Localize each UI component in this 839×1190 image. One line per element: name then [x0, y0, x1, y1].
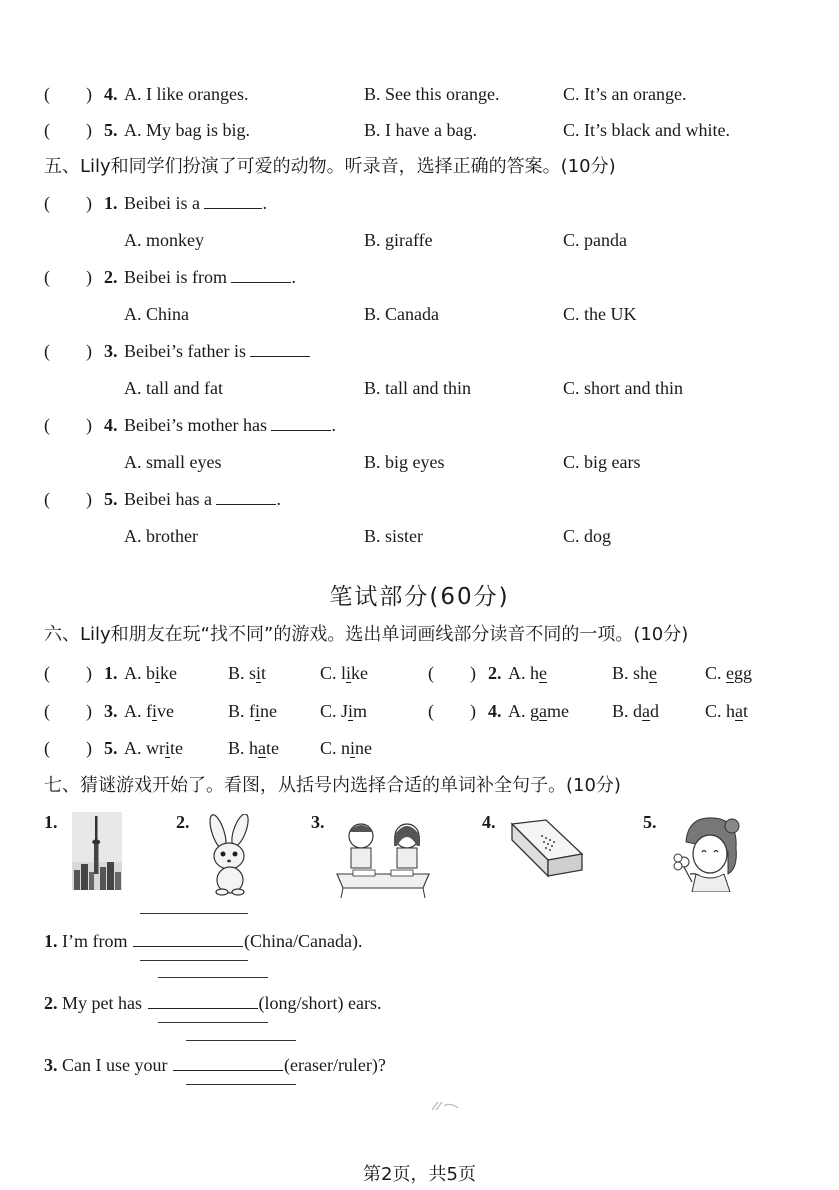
answer-blank[interactable]: [250, 338, 310, 357]
question-number: 4.: [488, 701, 502, 721]
option-c: C. big ears: [563, 452, 641, 472]
option-a: A. brother: [124, 526, 198, 546]
listen-prev-row: [0, 115, 839, 145]
writing-guide-line: [140, 960, 248, 961]
answer-paren[interactable]: ( ): [428, 701, 476, 721]
question-number: 4.: [104, 84, 118, 104]
eraser-image: [508, 818, 586, 888]
option-b: B. Canada: [364, 304, 439, 324]
sentence-text: Can I use your: [62, 1055, 168, 1075]
question-number: 2.: [104, 267, 118, 287]
answer-paren[interactable]: ( ): [44, 341, 92, 361]
writing-guide-line: [158, 977, 268, 978]
option-b: B. sister: [364, 526, 424, 546]
stem-text: Beibei has a: [124, 489, 212, 509]
option-c: C. dog: [563, 526, 612, 546]
option-b: B. dad: [612, 701, 660, 721]
option-a: A. he: [508, 663, 547, 683]
answer-paren[interactable]: ( ): [44, 738, 92, 758]
option-c: C. Jim: [320, 701, 368, 721]
children-at-desk-image: [333, 816, 433, 898]
question-stem: [124, 262, 296, 292]
stem-tail: .: [291, 267, 296, 287]
answer-blank[interactable]: [231, 264, 291, 283]
answer-blank[interactable]: [216, 486, 276, 505]
sentence-text: I’m from: [62, 931, 128, 951]
option-a: A. monkey: [124, 230, 204, 250]
option-a: A. five: [124, 701, 175, 721]
options-row: [0, 521, 839, 551]
option-c: C. the UK: [563, 304, 637, 324]
option-b: B. I have a bag.: [364, 120, 477, 140]
question-number: 1.: [104, 663, 118, 683]
answer-paren[interactable]: ( ): [44, 701, 92, 721]
option-b: B. giraffe: [364, 230, 433, 250]
stem-tail: .: [276, 489, 281, 509]
picture-number: 4.: [482, 812, 496, 832]
option-b: B. sit: [228, 663, 267, 683]
section7-heading: 七、猜谜游戏开始了。看图，从括号内选择合适的单词补全句子。(10分): [44, 775, 621, 796]
stem-tail: .: [331, 415, 336, 435]
question-row: [0, 410, 839, 440]
picture-number: 3.: [311, 812, 325, 832]
option-a: A. China: [124, 304, 189, 324]
option-a: A. I like oranges.: [124, 84, 249, 104]
answer-blank[interactable]: [204, 190, 262, 209]
writing-guide-line: [186, 1084, 296, 1085]
question-row: [0, 336, 839, 366]
answer-paren[interactable]: ( ): [44, 193, 92, 213]
stem-text: Beibei is from: [124, 267, 227, 287]
writing-guide-line: [140, 913, 248, 914]
option-c: C. like: [320, 663, 369, 683]
cn-tower-skyline-image: [72, 812, 122, 890]
question-row: [0, 188, 839, 218]
answer-paren[interactable]: ( ): [428, 663, 476, 683]
answer-paren[interactable]: ( ): [44, 663, 92, 683]
question-number: 4.: [104, 415, 118, 435]
option-b: B. big eyes: [364, 452, 445, 472]
question-number: 3.: [104, 341, 118, 361]
question-number: 5.: [104, 120, 118, 140]
question-stem: [124, 484, 281, 514]
option-a: A. small eyes: [124, 452, 222, 472]
answer-blank[interactable]: [148, 990, 258, 1009]
page-footer: 第2页，共5页: [363, 1164, 476, 1185]
picture-number: 5.: [643, 812, 657, 832]
question-row: [0, 262, 839, 292]
option-a: A. game: [508, 701, 569, 721]
answer-paren[interactable]: ( ): [44, 84, 92, 104]
question-number: 2.: [488, 663, 502, 683]
sentence-options: (eraser/ruler)?: [283, 1055, 386, 1075]
phonics-row: [0, 658, 839, 688]
answer-paren[interactable]: ( ): [44, 489, 92, 509]
question-number: 3.: [44, 1055, 58, 1075]
options-row: [0, 373, 839, 403]
decorative-mark-icon: [430, 1100, 460, 1112]
written-part-title: 笔试部分(60分): [329, 584, 510, 610]
fill-sentence-3: [44, 1052, 386, 1076]
option-b: B. tall and thin: [364, 378, 471, 398]
option-a: A. My bag is big.: [124, 120, 250, 140]
option-b: B. she: [612, 663, 658, 683]
stem-text: Beibei’s mother has: [124, 415, 267, 435]
listen-prev-row: [0, 79, 839, 109]
options-row: [0, 225, 839, 255]
section6-heading: 六、Lily和朋友在玩“找不同”的游戏。选出单词画线部分读音不同的一项。(10分): [44, 624, 689, 645]
question-number: 2.: [44, 993, 58, 1013]
question-number: 5.: [104, 489, 118, 509]
picture-number: 1.: [44, 812, 58, 832]
option-c: C. egg: [705, 663, 753, 683]
phonics-row: [0, 696, 839, 726]
question-stem: [124, 410, 336, 440]
option-c: C. hat: [705, 701, 749, 721]
answer-blank[interactable]: [173, 1052, 283, 1071]
rabbit-image: [198, 814, 258, 896]
answer-blank[interactable]: [271, 412, 331, 431]
question-number: 5.: [104, 738, 118, 758]
answer-paren[interactable]: ( ): [44, 120, 92, 140]
answer-paren[interactable]: ( ): [44, 415, 92, 435]
fill-sentence-1: [44, 928, 362, 952]
sentence-text: My pet has: [62, 993, 142, 1013]
stem-text: Beibei’s father is: [124, 341, 246, 361]
options-row: [0, 299, 839, 329]
answer-paren[interactable]: ( ): [44, 267, 92, 287]
option-c: C. nine: [320, 738, 373, 758]
option-c: C. It’s black and white.: [563, 120, 730, 140]
option-c: C. panda: [563, 230, 627, 250]
question-number: 1.: [104, 193, 118, 213]
option-a: A. write: [124, 738, 184, 758]
writing-guide-line: [158, 1022, 268, 1023]
stem-tail: .: [262, 193, 267, 213]
question-stem: [124, 336, 310, 366]
option-c: C. It’s an orange.: [563, 84, 687, 104]
picture-number: 2.: [176, 812, 190, 832]
answer-blank[interactable]: [133, 928, 243, 947]
phonics-row: [0, 733, 839, 763]
question-number: 3.: [104, 701, 118, 721]
option-c: C. short and thin: [563, 378, 683, 398]
question-row: [0, 484, 839, 514]
option-b: B. fine: [228, 701, 278, 721]
fill-sentence-2: [44, 990, 381, 1014]
option-b: B. hate: [228, 738, 280, 758]
stem-text: Beibei is a: [124, 193, 200, 213]
question-stem: [124, 188, 267, 218]
question-number: 1.: [44, 931, 58, 951]
sentence-options: (China/Canada).: [243, 931, 363, 951]
option-b: B. See this orange.: [364, 84, 500, 104]
option-a: A. tall and fat: [124, 378, 223, 398]
option-a: A. bike: [124, 663, 178, 683]
sentence-options: (long/short) ears.: [258, 993, 382, 1013]
section5-heading: 五、Lily和同学们扮演了可爱的动物。听录音，选择正确的答案。(10分): [44, 156, 616, 177]
writing-guide-line: [186, 1040, 296, 1041]
girl-smelling-flower-image: [666, 812, 748, 892]
options-row: [0, 447, 839, 477]
